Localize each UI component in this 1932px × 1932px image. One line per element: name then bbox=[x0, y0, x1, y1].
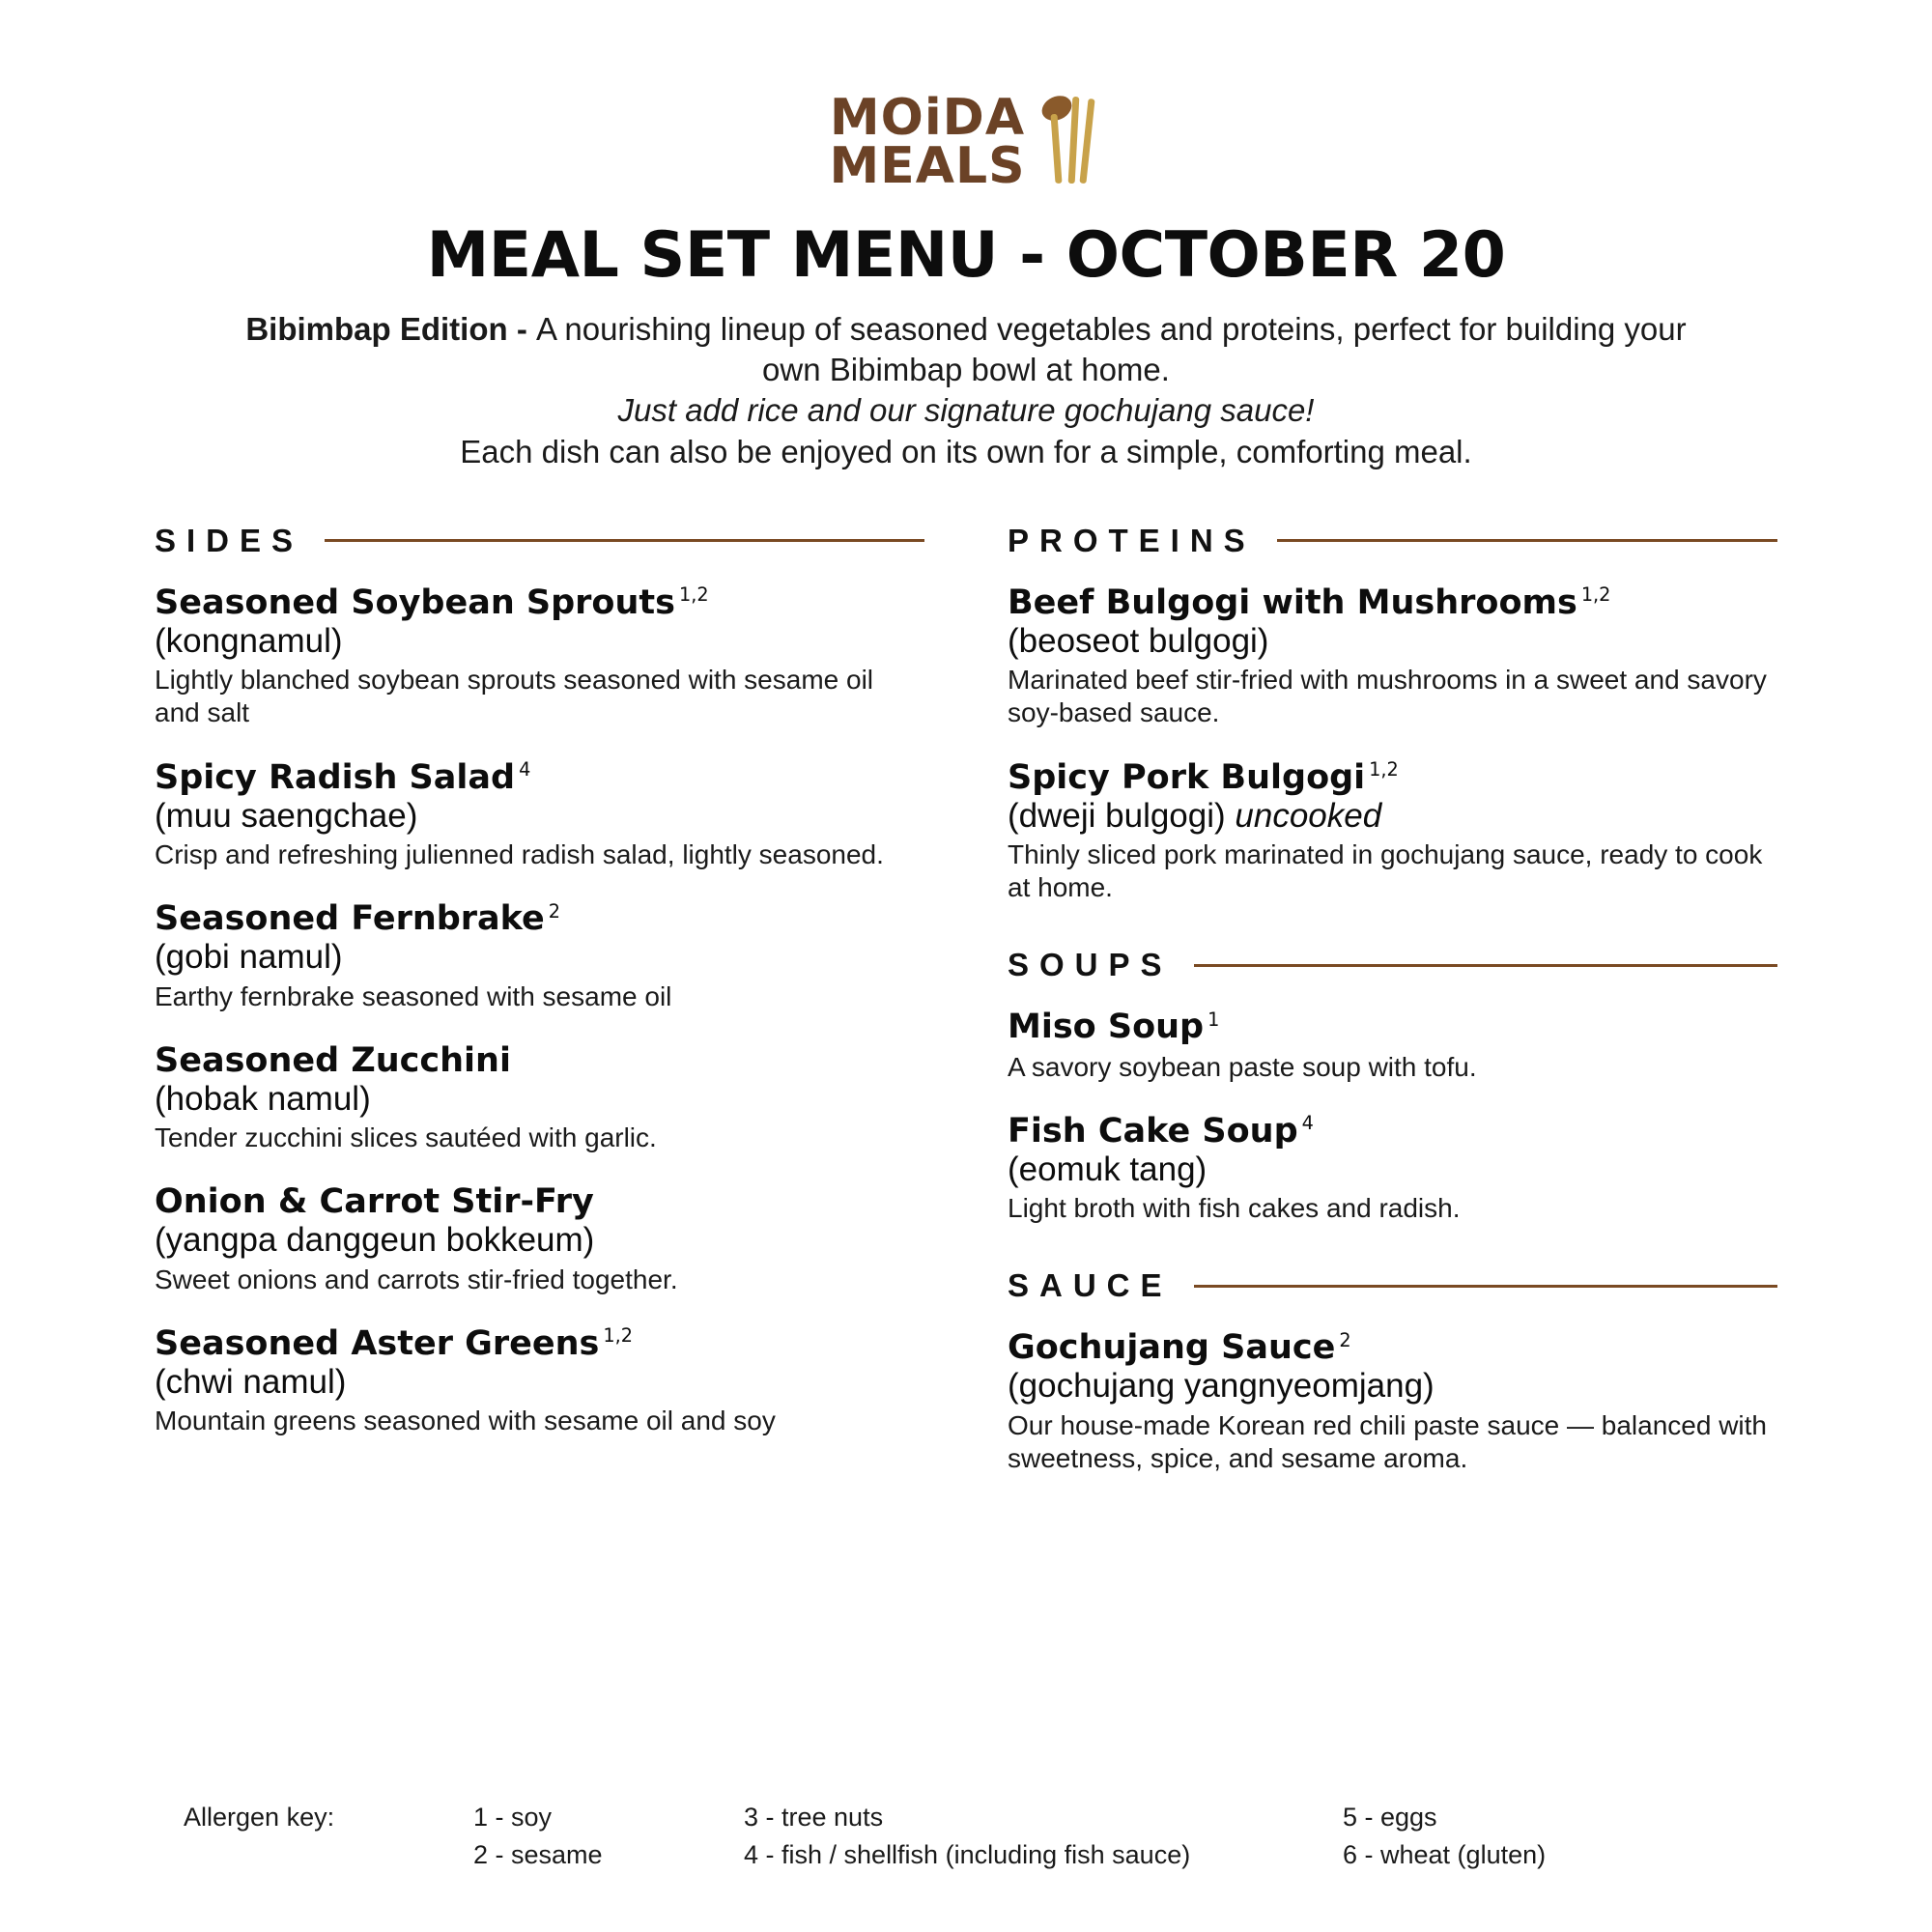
page-title: MEAL SET MENU - OCTOBER 20 bbox=[426, 219, 1506, 292]
menu-item bbox=[155, 759, 924, 872]
item-description: Our house-made Korean red chili paste sauce — balanced with sweetness, spice, and sesame aroma. bbox=[1008, 1409, 1767, 1473]
item-romanization: (hobak namul) bbox=[155, 1079, 371, 1118]
allergen-entry: 2 - sesame bbox=[473, 1839, 603, 1869]
allergen-entry: 4 - fish / shellfish (including fish sauce) bbox=[744, 1839, 1191, 1869]
item-allergens: 2 bbox=[548, 899, 560, 923]
section-divider bbox=[1194, 964, 1777, 967]
allergen-entry: 3 - tree nuts bbox=[744, 1802, 884, 1832]
item-name: Seasoned Soybean Sprouts bbox=[155, 582, 675, 622]
brand-line-2: MEALS bbox=[829, 136, 1026, 195]
item-romanization: (yangpa danggeun bokkeum) bbox=[155, 1221, 595, 1260]
brand-line-1: MOiDA bbox=[829, 88, 1026, 147]
column-proteins-soups-sauce bbox=[1008, 523, 1777, 1504]
item-allergens: 1,2 bbox=[678, 583, 709, 607]
menu-columns bbox=[116, 523, 1816, 1504]
subtitle-body: A nourishing lineup of seasoned vegetables and proteins, perfect for building your own Bibimbap bowl at home. bbox=[536, 311, 1687, 388]
item-description: Thinly sliced pork marinated in gochujang sauce, ready to cook at home. bbox=[1008, 839, 1763, 903]
menu-item bbox=[155, 584, 924, 730]
section-header-sides bbox=[155, 523, 924, 559]
menu-item bbox=[155, 1042, 924, 1155]
menu-item bbox=[1008, 1329, 1777, 1475]
item-description: Lightly blanched soybean sprouts seasoned with sesame oil and salt bbox=[155, 665, 874, 728]
item-name: Seasoned Fernbrake bbox=[155, 899, 545, 939]
item-description: Mountain greens seasoned with sesame oil and soy bbox=[155, 1406, 776, 1436]
brand-logo bbox=[116, 87, 1816, 198]
item-romanization: (chwi namul) bbox=[155, 1362, 347, 1401]
item-description: A savory soybean paste soup with tofu. bbox=[1008, 1051, 1477, 1082]
allergen-key-column-3 bbox=[1343, 1799, 1546, 1874]
menu-item bbox=[1008, 584, 1777, 730]
allergen-key-label: Allergen key: bbox=[184, 1802, 335, 1832]
menu-item bbox=[1008, 759, 1777, 905]
menu-item bbox=[1008, 1009, 1777, 1083]
allergen-key-column-2 bbox=[744, 1799, 1343, 1874]
subtitle-lead: Bibimbap Edition - bbox=[245, 311, 536, 347]
item-description: Tender zucchini slices sautéed with garlic. bbox=[155, 1122, 657, 1153]
item-name: Beef Bulgogi with Mushrooms bbox=[1008, 582, 1577, 622]
item-name: Fish Cake Soup bbox=[1008, 1111, 1298, 1151]
subtitle-italic: Just add rice and our signature gochujang sauce! bbox=[617, 392, 1315, 429]
section-header-sauce bbox=[1008, 1267, 1777, 1304]
section-header-proteins bbox=[1008, 523, 1777, 559]
page-subtitle bbox=[116, 309, 1816, 472]
section-title-proteins: PROTEINS bbox=[1008, 522, 1256, 558]
section-title-soups: SOUPS bbox=[1008, 947, 1173, 983]
item-description: Crisp and refreshing julienned radish salad, lightly seasoned. bbox=[155, 839, 884, 869]
item-allergens: 1,2 bbox=[1369, 757, 1399, 781]
item-allergens: 1 bbox=[1208, 1008, 1220, 1031]
subtitle-tail: Each dish can also be enjoyed on its own for a simple, comforting meal. bbox=[460, 433, 1472, 469]
allergen-entry: 6 - wheat (gluten) bbox=[1343, 1839, 1547, 1869]
item-romanization: (dweji bulgogi) bbox=[1008, 796, 1226, 835]
item-name: Miso Soup bbox=[1008, 1008, 1205, 1047]
item-allergens: 1,2 bbox=[1580, 583, 1611, 607]
menu-item bbox=[155, 900, 924, 1013]
menu-item bbox=[155, 1325, 924, 1438]
section-title-sauce: SAUCE bbox=[1008, 1267, 1173, 1304]
menu-item bbox=[155, 1183, 924, 1296]
item-name: Gochujang Sauce bbox=[1008, 1328, 1336, 1368]
item-description: Marinated beef stir-fried with mushrooms in a sweet and savory soy-based sauce. bbox=[1008, 665, 1767, 728]
section-divider bbox=[1277, 539, 1777, 542]
item-name: Spicy Pork Bulgogi bbox=[1008, 757, 1366, 797]
allergen-entry: 1 - soy bbox=[473, 1802, 553, 1832]
item-description: Earthy fernbrake seasoned with sesame oil bbox=[155, 980, 672, 1011]
section-divider bbox=[325, 539, 924, 542]
item-name: Onion & Carrot Stir-Fry bbox=[155, 1182, 594, 1222]
utensils-icon bbox=[1036, 87, 1103, 198]
section-title-sides: SIDES bbox=[155, 522, 304, 558]
item-name: Spicy Radish Salad bbox=[155, 757, 516, 797]
item-name: Seasoned Aster Greens bbox=[155, 1323, 600, 1363]
allergen-key bbox=[184, 1799, 1816, 1874]
item-romanization: (gobi namul) bbox=[155, 938, 343, 977]
section-header-soups bbox=[1008, 947, 1777, 983]
item-romanization: (muu saengchae) bbox=[155, 796, 418, 835]
item-romanization: (gochujang yangnyeomjang) bbox=[1008, 1367, 1435, 1406]
item-allergens: 4 bbox=[1301, 1112, 1314, 1134]
allergen-entry: 5 - eggs bbox=[1343, 1802, 1437, 1832]
item-description: Sweet onions and carrots stir-fried together. bbox=[155, 1264, 678, 1294]
item-romanization: (beoseot bulgogi) bbox=[1008, 622, 1269, 661]
section-divider bbox=[1194, 1285, 1777, 1288]
brand-logo-text bbox=[829, 88, 1026, 195]
column-sides bbox=[155, 523, 924, 1504]
item-romanization: (eomuk tang) bbox=[1008, 1150, 1208, 1188]
item-romanization: (kongnamul) bbox=[155, 622, 343, 661]
allergen-key-column-1 bbox=[473, 1799, 744, 1874]
item-description: Light broth with fish cakes and radish. bbox=[1008, 1193, 1461, 1224]
item-allergens: 2 bbox=[1339, 1328, 1351, 1351]
item-note: uncooked bbox=[1235, 796, 1382, 835]
menu-item bbox=[1008, 1113, 1777, 1226]
item-allergens: 4 bbox=[519, 757, 531, 781]
item-allergens: 1,2 bbox=[603, 1324, 634, 1348]
item-name: Seasoned Zucchini bbox=[155, 1040, 511, 1080]
